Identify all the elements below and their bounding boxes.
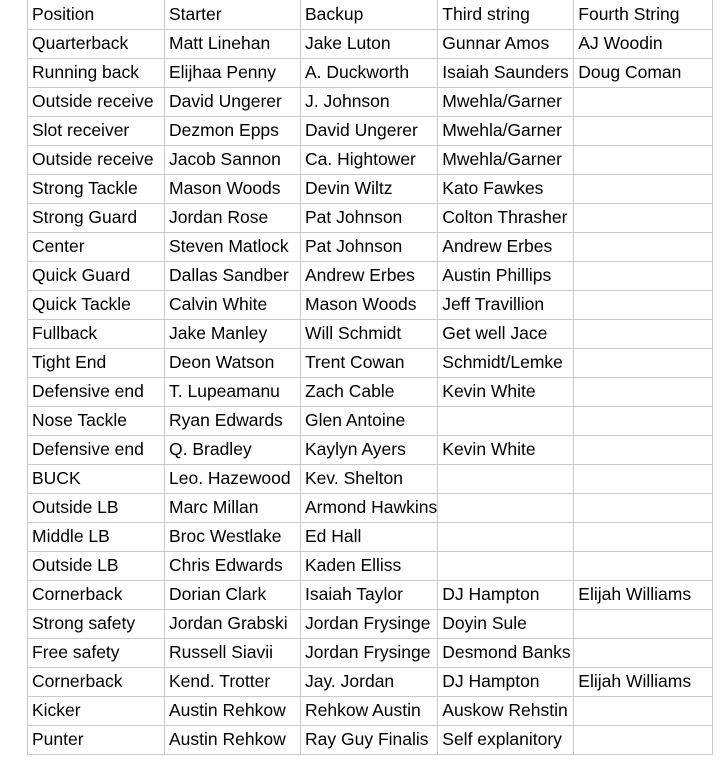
cell-backup[interactable]: Jake Luton bbox=[301, 29, 438, 58]
cell-fourth-string[interactable]: Doug Coman bbox=[574, 58, 713, 87]
cell-backup[interactable]: Isaiah Taylor bbox=[301, 580, 438, 609]
cell-starter[interactable]: Dallas Sandber bbox=[165, 261, 301, 290]
cell-fourth-string[interactable] bbox=[574, 145, 713, 174]
cell-fourth-string[interactable]: Elijah Williams bbox=[574, 667, 713, 696]
cell-third-string[interactable] bbox=[438, 406, 574, 435]
cell-starter[interactable]: Jordan Grabski bbox=[165, 609, 301, 638]
cell-starter[interactable]: Jordan Rose bbox=[165, 203, 301, 232]
cell-fourth-string[interactable] bbox=[574, 609, 713, 638]
cell-third-string[interactable]: Andrew Erbes bbox=[438, 232, 574, 261]
cell-position[interactable]: Defensive end bbox=[28, 377, 165, 406]
cell-starter[interactable]: Matt Linehan bbox=[165, 29, 301, 58]
cell-backup[interactable]: David Ungerer bbox=[301, 116, 438, 145]
cell-position[interactable]: Running back bbox=[28, 58, 165, 87]
table-row bbox=[28, 87, 713, 116]
table-row bbox=[28, 493, 713, 522]
cell-fourth-string[interactable] bbox=[574, 116, 713, 145]
cell-backup[interactable]: Trent Cowan bbox=[301, 348, 438, 377]
cell-starter[interactable]: Chris Edwards bbox=[165, 551, 301, 580]
cell-fourth-string[interactable] bbox=[574, 203, 713, 232]
cell-third-string[interactable]: Doyin Sule bbox=[438, 609, 574, 638]
cell-fourth-string[interactable] bbox=[574, 377, 713, 406]
cell-backup[interactable]: Glen Antoine bbox=[301, 406, 438, 435]
cell-backup[interactable]: Ray Guy Finalis bbox=[301, 725, 438, 754]
table-row bbox=[28, 58, 713, 87]
table-row bbox=[28, 696, 713, 725]
cell-fourth-string[interactable] bbox=[574, 435, 713, 464]
cell-starter[interactable]: Austin Rehkow bbox=[165, 725, 301, 754]
cell-starter[interactable]: Q. Bradley bbox=[165, 435, 301, 464]
cell-backup[interactable]: Ed Hall bbox=[301, 522, 438, 551]
cell-position[interactable]: Slot receiver bbox=[28, 116, 165, 145]
cell-fourth-string[interactable] bbox=[574, 696, 713, 725]
cell-third-string[interactable]: DJ Hampton bbox=[438, 580, 574, 609]
cell-third-string[interactable]: Isaiah Saunders bbox=[438, 58, 574, 87]
cell-starter[interactable]: Elijhaa Penny bbox=[165, 58, 301, 87]
table-row bbox=[28, 174, 713, 203]
cell-fourth-string[interactable] bbox=[574, 87, 713, 116]
cell-starter[interactable]: Leo. Hazewood bbox=[165, 464, 301, 493]
cell-fourth-string[interactable] bbox=[574, 522, 713, 551]
cell-third-string[interactable]: Schmidt/Lemke bbox=[438, 348, 574, 377]
table-row bbox=[28, 580, 713, 609]
cell-third-string[interactable]: Colton Thrasher bbox=[438, 203, 574, 232]
cell-position[interactable]: Kicker bbox=[28, 696, 165, 725]
cell-fourth-string[interactable] bbox=[574, 725, 713, 754]
cell-backup[interactable]: Mason Woods bbox=[301, 290, 438, 319]
cell-position[interactable]: Nose Tackle bbox=[28, 406, 165, 435]
cell-backup[interactable]: Armond Hawkins bbox=[301, 493, 438, 522]
cell-starter[interactable]: Marc Millan bbox=[165, 493, 301, 522]
cell-backup[interactable]: Jordan Frysinge bbox=[301, 638, 438, 667]
cell-fourth-string[interactable] bbox=[574, 493, 713, 522]
cell-third-string[interactable]: Austin Phillips bbox=[438, 261, 574, 290]
table-row bbox=[28, 203, 713, 232]
cell-backup[interactable]: Jordan Frysinge bbox=[301, 609, 438, 638]
cell-starter[interactable]: Deon Watson bbox=[165, 348, 301, 377]
cell-starter[interactable]: Mason Woods bbox=[165, 174, 301, 203]
cell-position[interactable]: Cornerback bbox=[28, 580, 165, 609]
table-row bbox=[28, 377, 713, 406]
table-row bbox=[28, 232, 713, 261]
cell-fourth-string[interactable] bbox=[574, 290, 713, 319]
column-header-backup[interactable]: Backup bbox=[301, 0, 438, 29]
cell-starter[interactable]: David Ungerer bbox=[165, 87, 301, 116]
cell-position[interactable]: Tight End bbox=[28, 348, 165, 377]
cell-fourth-string[interactable] bbox=[574, 261, 713, 290]
cell-starter[interactable]: Dorian Clark bbox=[165, 580, 301, 609]
cell-fourth-string[interactable] bbox=[574, 174, 713, 203]
cell-third-string[interactable]: Kevin White bbox=[438, 435, 574, 464]
cell-third-string[interactable]: Kato Fawkes bbox=[438, 174, 574, 203]
table-row bbox=[28, 464, 713, 493]
cell-starter[interactable]: Broc Westlake bbox=[165, 522, 301, 551]
cell-third-string[interactable]: Gunnar Amos bbox=[438, 29, 574, 58]
cell-position[interactable]: Outside receive bbox=[28, 145, 165, 174]
column-header-starter[interactable]: Starter bbox=[165, 0, 301, 29]
cell-fourth-string[interactable] bbox=[574, 406, 713, 435]
cell-backup[interactable]: Will Schmidt bbox=[301, 319, 438, 348]
cell-position[interactable]: Center bbox=[28, 232, 165, 261]
cell-third-string[interactable]: Self explanitory bbox=[438, 725, 574, 754]
cell-fourth-string[interactable]: Elijah Williams bbox=[574, 580, 713, 609]
cell-position[interactable]: Strong safety bbox=[28, 609, 165, 638]
cell-starter[interactable]: Steven Matlock bbox=[165, 232, 301, 261]
cell-position[interactable]: BUCK bbox=[28, 464, 165, 493]
cell-third-string[interactable]: Kevin White bbox=[438, 377, 574, 406]
cell-starter[interactable]: T. Lupeamanu bbox=[165, 377, 301, 406]
table-row bbox=[28, 116, 713, 145]
cell-fourth-string[interactable] bbox=[574, 232, 713, 261]
cell-position[interactable]: Cornerback bbox=[28, 667, 165, 696]
cell-fourth-string[interactable] bbox=[574, 551, 713, 580]
cell-third-string[interactable]: Mwehla/Garner bbox=[438, 87, 574, 116]
cell-third-string[interactable]: Mwehla/Garner bbox=[438, 116, 574, 145]
cell-backup[interactable]: Andrew Erbes bbox=[301, 261, 438, 290]
table-row bbox=[28, 348, 713, 377]
cell-fourth-string[interactable] bbox=[574, 638, 713, 667]
cell-position[interactable]: Outside receive bbox=[28, 87, 165, 116]
table-row bbox=[28, 29, 713, 58]
cell-backup[interactable]: J. Johnson bbox=[301, 87, 438, 116]
column-header-position[interactable]: Position bbox=[28, 0, 165, 29]
cell-third-string[interactable] bbox=[438, 493, 574, 522]
cell-starter[interactable]: Russell Siavii bbox=[165, 638, 301, 667]
cell-starter[interactable]: Austin Rehkow bbox=[165, 696, 301, 725]
cell-position[interactable]: Quarterback bbox=[28, 29, 165, 58]
cell-third-string[interactable]: DJ Hampton bbox=[438, 667, 574, 696]
cell-position[interactable]: Quick Guard bbox=[28, 261, 165, 290]
cell-starter[interactable]: Jacob Sannon bbox=[165, 145, 301, 174]
table-row bbox=[28, 551, 713, 580]
cell-position[interactable]: Fullback bbox=[28, 319, 165, 348]
depth-chart-table bbox=[27, 0, 713, 755]
cell-third-string[interactable] bbox=[438, 464, 574, 493]
cell-position[interactable]: Strong Tackle bbox=[28, 174, 165, 203]
cell-fourth-string[interactable] bbox=[574, 319, 713, 348]
cell-position[interactable]: Outside LB bbox=[28, 493, 165, 522]
cell-starter[interactable]: Ryan Edwards bbox=[165, 406, 301, 435]
cell-starter[interactable]: Dezmon Epps bbox=[165, 116, 301, 145]
cell-backup[interactable]: Pat Johnson bbox=[301, 232, 438, 261]
cell-backup[interactable]: Kaylyn Ayers bbox=[301, 435, 438, 464]
cell-third-string[interactable]: Mwehla/Garner bbox=[438, 145, 574, 174]
cell-starter[interactable]: Calvin White bbox=[165, 290, 301, 319]
cell-position[interactable]: Free safety bbox=[28, 638, 165, 667]
cell-third-string[interactable] bbox=[438, 522, 574, 551]
cell-backup[interactable]: Rehkow Austin bbox=[301, 696, 438, 725]
column-header-fourth-string[interactable]: Fourth String bbox=[574, 0, 713, 29]
cell-position[interactable]: Strong Guard bbox=[28, 203, 165, 232]
table-row bbox=[28, 261, 713, 290]
cell-backup[interactable]: Zach Cable bbox=[301, 377, 438, 406]
column-header-third-string[interactable]: Third string bbox=[438, 0, 574, 29]
cell-position[interactable]: Middle LB bbox=[28, 522, 165, 551]
cell-backup[interactable]: A. Duckworth bbox=[301, 58, 438, 87]
cell-third-string[interactable]: Jeff Travillion bbox=[438, 290, 574, 319]
table-row bbox=[28, 522, 713, 551]
cell-position[interactable]: Defensive end bbox=[28, 435, 165, 464]
cell-position[interactable]: Outside LB bbox=[28, 551, 165, 580]
table-row bbox=[28, 145, 713, 174]
cell-third-string[interactable]: Get well Jace bbox=[438, 319, 574, 348]
table-row bbox=[28, 435, 713, 464]
table-row bbox=[28, 609, 713, 638]
cell-backup[interactable]: Kaden Elliss bbox=[301, 551, 438, 580]
cell-fourth-string[interactable] bbox=[574, 348, 713, 377]
cell-third-string[interactable] bbox=[438, 551, 574, 580]
table-row bbox=[28, 638, 713, 667]
cell-starter[interactable]: Kend. Trotter bbox=[165, 667, 301, 696]
cell-third-string[interactable]: Auskow Rehstin bbox=[438, 696, 574, 725]
cell-third-string[interactable]: Desmond Banks bbox=[438, 638, 574, 667]
cell-backup[interactable]: Jay. Jordan bbox=[301, 667, 438, 696]
cell-backup[interactable]: Ca. Hightower bbox=[301, 145, 438, 174]
cell-starter[interactable]: Jake Manley bbox=[165, 319, 301, 348]
table-row bbox=[28, 667, 713, 696]
table-row bbox=[28, 319, 713, 348]
cell-position[interactable]: Quick Tackle bbox=[28, 290, 165, 319]
table-row bbox=[28, 406, 713, 435]
cell-backup[interactable]: Kev. Shelton bbox=[301, 464, 438, 493]
cell-position[interactable]: Punter bbox=[28, 725, 165, 754]
cell-backup[interactable]: Pat Johnson bbox=[301, 203, 438, 232]
cell-fourth-string[interactable] bbox=[574, 464, 713, 493]
table-row bbox=[28, 290, 713, 319]
header-row bbox=[28, 0, 713, 29]
table-row bbox=[28, 725, 713, 754]
depth-chart-body bbox=[28, 0, 713, 754]
cell-fourth-string[interactable]: AJ Woodin bbox=[574, 29, 713, 58]
cell-backup[interactable]: Devin Wiltz bbox=[301, 174, 438, 203]
